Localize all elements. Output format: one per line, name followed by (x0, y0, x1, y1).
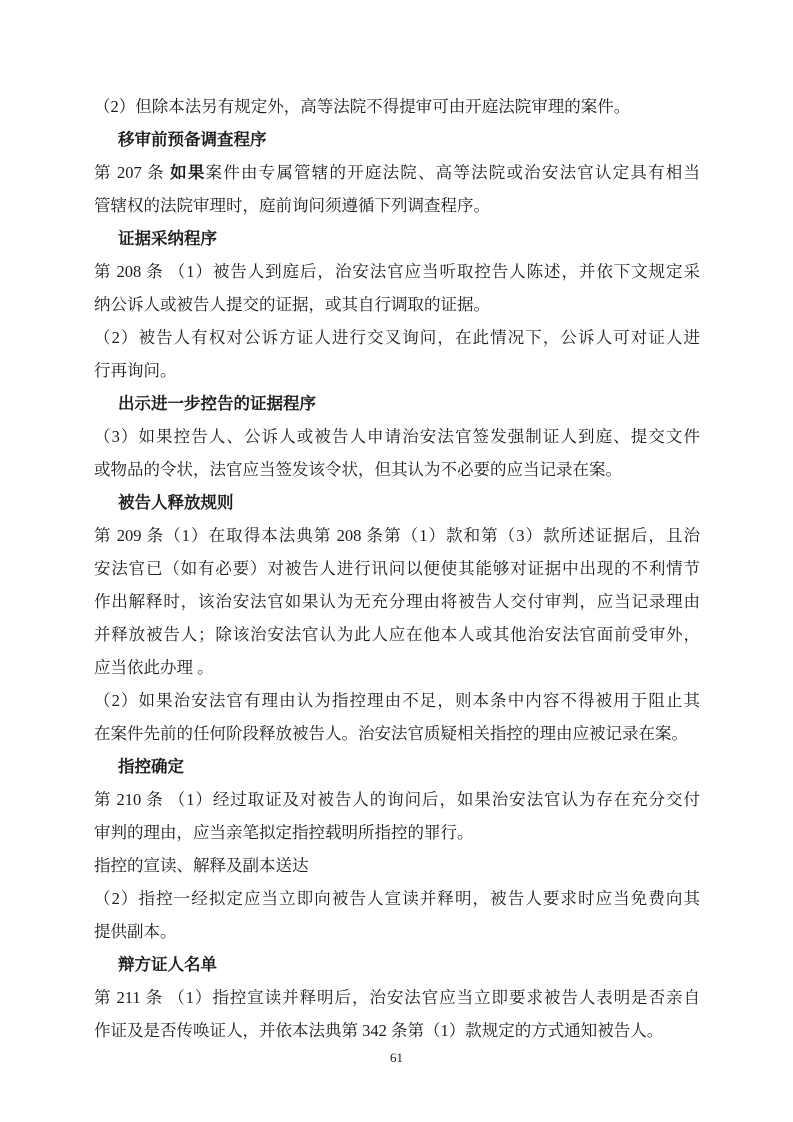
text-line: 管辖权的法院审理时，庭前询问须遵循下列调查程序。 (94, 196, 490, 215)
text-line: 并释放被告人；除该治安法官认为此人应在他本人或其他治安法官面前受审外， (94, 625, 700, 644)
text-line: （2）指控一经拟定应当立即向被告人宣读并释明，被告人要求时应当免费向其 (94, 889, 700, 908)
section-heading: 证据采纳程序 (118, 229, 217, 248)
text-line: 第 210 条 （1）经过取证及对被告人的询问后，如果治安法官认为存在充分交付 (94, 790, 700, 809)
section-heading: 指控确定 (118, 757, 184, 776)
text-line: （2）被告人有权对公诉方证人进行交叉询问，在此情况下，公诉人可对证人进 (94, 328, 700, 347)
text-line: 行再询问。 (94, 361, 177, 380)
text-line: 第 207 条 如果案件由专属管辖的开庭法院、高等法院或治安法官认定具有相当 (94, 163, 700, 182)
page-number: 61 (390, 1050, 403, 1065)
text-line: 应当依此办理 。 (94, 658, 214, 677)
text-line: 提供副本。 (94, 922, 177, 941)
text-line: 第 208 条 （1）被告人到庭后，治安法官应当听取控告人陈述，并依下文规定采 (94, 262, 700, 281)
section-heading: 移审前预备调查程序 (118, 130, 267, 149)
text-line: 或物品的令状，法官应当签发该令状，但其认为不必要的应当记录在案。 (94, 460, 622, 479)
text-line: （2）但除本法另有规定外，高等法院不得提审可由开庭法院审理的案件。 (94, 97, 631, 116)
text-line: 安法官已（如有必要）对被告人进行讯问以便使其能够对证据中出现的不利情节 (94, 559, 700, 578)
document-body (94, 90, 700, 1047)
section-heading: 辩方证人名单 (118, 955, 217, 974)
text-line: 审判的理由，应当亲笔拟定指控载明所指控的罪行。 (94, 823, 474, 842)
section-heading: 被告人释放规则 (118, 493, 234, 512)
text-line: 作证及是否传唤证人，并依本法典第 342 条第（1）款规定的方式通知被告人。 (94, 1021, 664, 1040)
text-line: 第 209 条（1）在取得本法典第 208 条第（1）款和第（3）款所述证据后，且治 (94, 526, 700, 545)
text-line: 指控的宣读、解释及副本送达 (94, 856, 309, 875)
section-heading: 出示进一步控告的证据程序 (118, 394, 316, 413)
text-line: 纳公诉人或被告人提交的证据，或其自行调取的证据。 (94, 295, 490, 314)
text-line: 第 211 条 （1）指控宣读并释明后，治安法官应当立即要求被告人表明是否亲自 (94, 988, 700, 1007)
text-line: 作出解释时，该治安法官如果认为无充分理由将被告人交付审判，应当记录理由 (94, 592, 700, 611)
text-line: （3）如果控告人、公诉人或被告人申请治安法官签发强制证人到庭、提交文件 (94, 427, 700, 446)
text-line: 在案件先前的任何阶段释放被告人。治安法官质疑相关指控的理由应被记录在案。 (94, 724, 688, 743)
text-line: （2）如果治安法官有理由认为指控理由不足，则本条中内容不得被用于阻止其 (94, 691, 700, 710)
